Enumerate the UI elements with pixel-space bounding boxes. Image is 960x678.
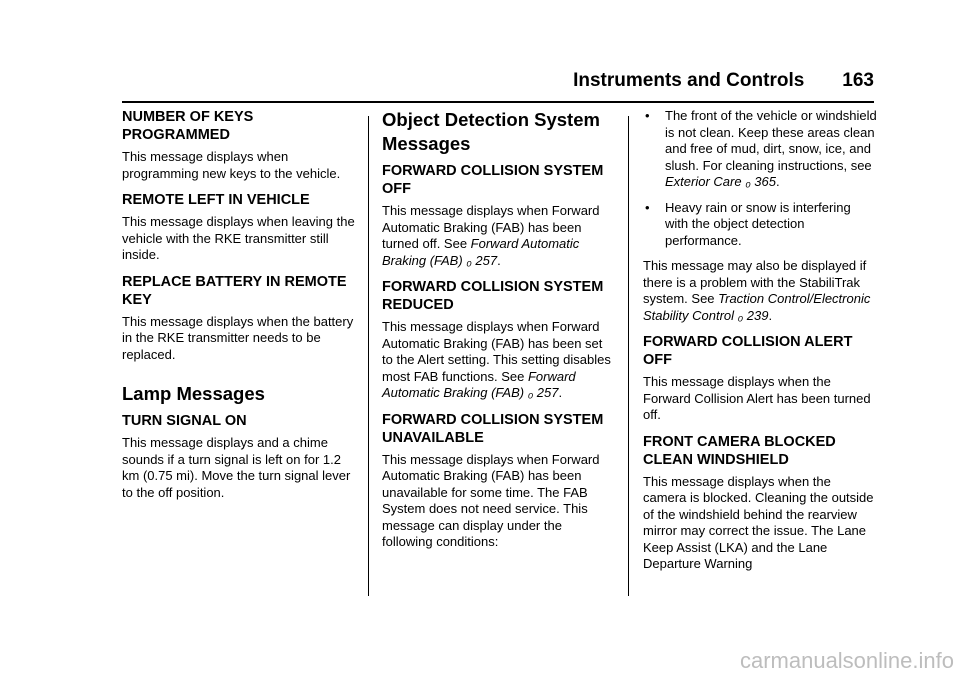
- header-rule: [122, 101, 874, 103]
- page-ref-239: ₀ 239: [737, 307, 769, 323]
- heading-lamp-messages: Lamp Messages: [122, 383, 265, 404]
- text-stabilitrak-body: This message may also be displayed if there is a problem with the StabiliTrak system. See: [643, 258, 867, 306]
- heading-fcs-reduced: FORWARD COLLISION SYSTEM REDUCED: [382, 279, 604, 313]
- text-fca-off: This message displays when the Forward Collision Alert has been turned off.: [643, 374, 871, 422]
- text-fcs-reduced-body: This message displays when Forward Automatic Braking (FAB) has been set to the Alert setting. This setting disables most FAB functions. See: [382, 319, 611, 384]
- link-traction-control[interactable]: Traction Control/Electronic Stability Control: [643, 291, 871, 323]
- heading-fca-off: FORWARD COLLISION ALERT OFF: [643, 334, 853, 368]
- watermark: carmanualsonline.info: [739, 648, 954, 673]
- page-ref-257-2: ₀ 257: [527, 385, 559, 400]
- link-exterior-care[interactable]: Exterior Care: [665, 174, 742, 189]
- heading-remote-left: REMOTE LEFT IN VEHICLE: [122, 192, 310, 208]
- page-number: 163: [842, 70, 874, 91]
- heading-camera-blocked: FRONT CAMERA BLOCKED CLEAN WINDSHIELD: [643, 433, 836, 468]
- heading-turn-signal: TURN SIGNAL ON: [122, 413, 247, 429]
- heading-fcs-unavailable: FORWARD COLLISION SYSTEM UNAVAILABLE: [382, 411, 604, 446]
- column-2: [382, 108, 616, 560]
- column-divider-2: [628, 116, 629, 596]
- bullet-text-2: Heavy rain or snow is interfering with the object detection performance.: [665, 199, 851, 248]
- bullet-icon: •: [645, 108, 650, 123]
- page-ref-257: ₀ 257: [466, 252, 498, 268]
- text-fcs-off-body: This message displays when Forward Automatic Braking (FAB) has been turned off. See: [382, 203, 600, 251]
- text-fcs-reduced: This message displays when Forward Automatic Braking (FAB) has been set to the Alert setting. This setting disables most FAB functions. See Forward Automatic Braking (FAB) ₀ 257.: [382, 319, 611, 400]
- heading-object-detection: Object Detection System Messages: [382, 109, 600, 154]
- text-fcs-off: This message displays when Forward Automatic Braking (FAB) has been turned off. See Forward Automatic Braking (FAB) ₀ 257.: [382, 203, 600, 268]
- text-fcs-unavailable: This message displays when Forward Automatic Braking (FAB) has been unavailable for some time. The FAB System does not need service. This message can display under the following conditions:: [382, 451, 600, 549]
- heading-keys-programmed: NUMBER OF KEYS PROGRAMMED: [122, 109, 254, 143]
- text-stabilitrak: This message may also be displayed if there is a problem with the StabiliTrak system. See Traction Control/Electronic Stability Control ₀ 239.: [643, 258, 871, 323]
- list-item: • The front of the vehicle or windshield is not clean. Keep these areas clean and free of mud, dirt, snow, ice, and slush. For cleaning instructions, see Exterior Care ₀ 365.: [645, 108, 877, 189]
- text-turn-signal: This message displays and a chime sounds if a turn signal is left on for 1.2 km (0.75 mi). Move the turn signal lever to the off position.: [122, 435, 351, 500]
- text-replace-battery: This message displays when the battery in the RKE transmitter needs to be replaced.: [122, 313, 354, 362]
- section-title: Instruments and Controls: [573, 70, 805, 91]
- bullet-text-1: The front of the vehicle or windshield is not clean. Keep these areas clean and free of mud, dirt, snow, ice, and slush. For cleaning instructions, see: [665, 108, 877, 173]
- link-forward-automatic-braking[interactable]: Forward Automatic Braking (FAB): [382, 236, 580, 268]
- header-text: [573, 70, 874, 92]
- link-forward-automatic-braking-2[interactable]: Forward Automatic Braking (FAB): [382, 368, 576, 400]
- page-ref-365: ₀ 365: [745, 174, 776, 189]
- list-item: [643, 200, 877, 250]
- text-remote-left: This message displays when leaving the vehicle with the RKE transmitter still inside.: [122, 214, 355, 262]
- page-header: [122, 70, 874, 98]
- heading-fcs-off: FORWARD COLLISION SYSTEM OFF: [382, 163, 604, 197]
- column-3: [643, 108, 877, 582]
- bullet-icon: •: [645, 199, 650, 215]
- text-camera-blocked: This message displays when the camera is blocked. Cleaning the outside of the windshield behind the rearview mirror may correct the issue. The Lane Keep Assist (LKA) and the Lane Departure Warning: [643, 473, 874, 571]
- text-keys-programmed: This message displays when programming new keys to the vehicle.: [122, 149, 341, 181]
- column-divider-1: [368, 116, 369, 596]
- heading-replace-battery: REPLACE BATTERY IN REMOTE KEY: [122, 273, 347, 308]
- column-1: [122, 108, 356, 510]
